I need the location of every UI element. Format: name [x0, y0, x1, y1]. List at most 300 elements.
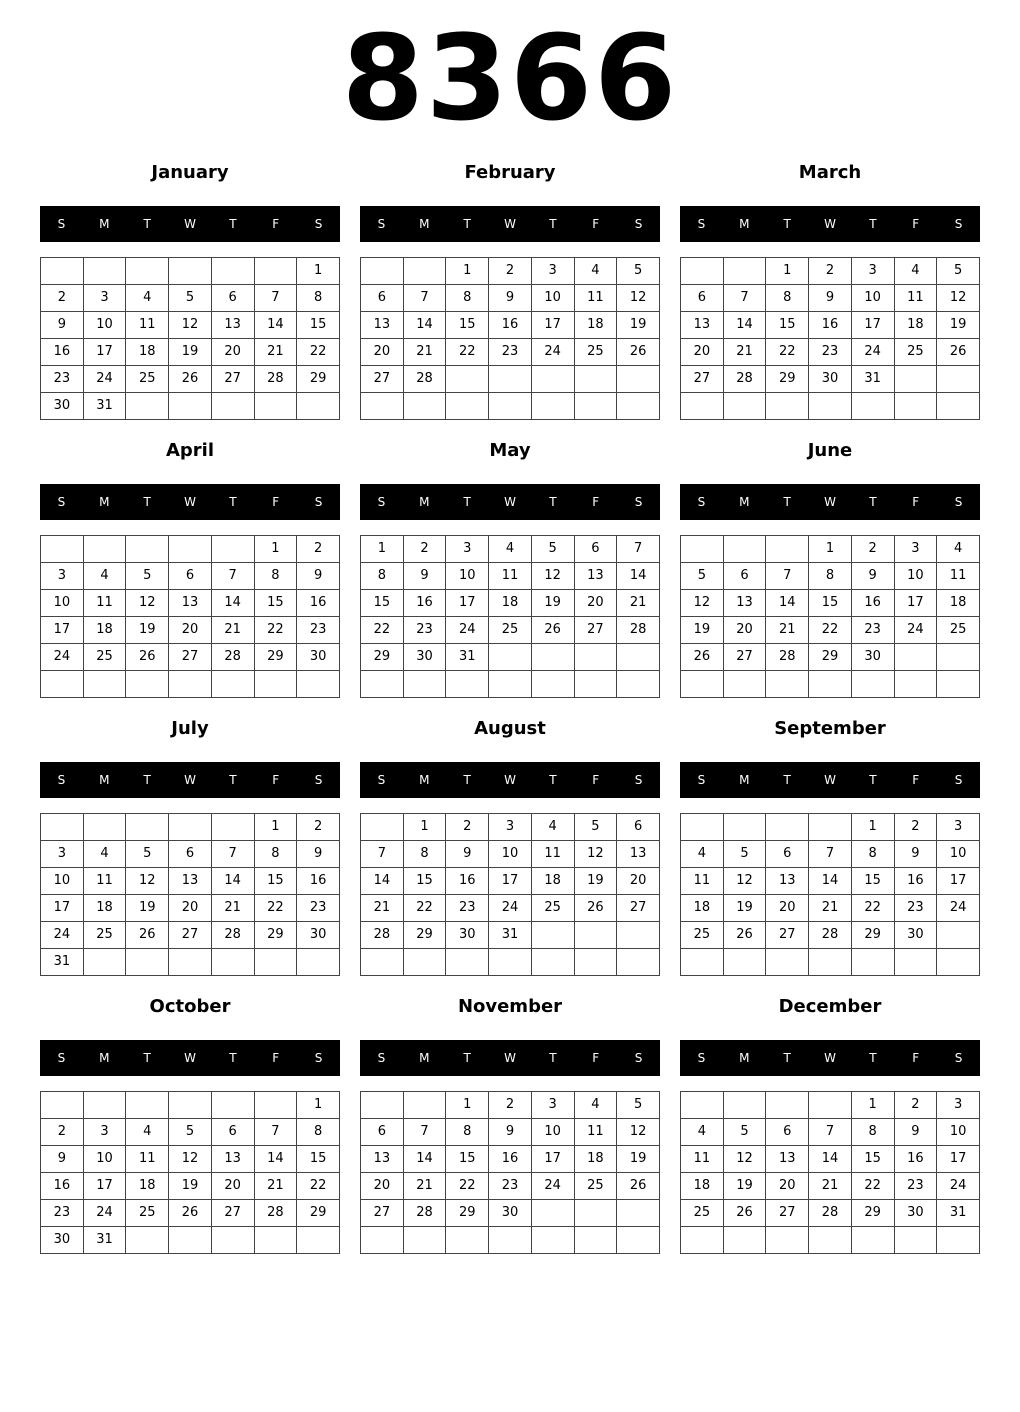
day-cell: 15: [361, 590, 404, 617]
day-cell: 27: [574, 617, 617, 644]
day-cell: [41, 671, 84, 698]
day-cell: 12: [937, 285, 980, 312]
day-cell: [937, 1227, 980, 1254]
day-cell: 26: [169, 1200, 212, 1227]
day-grid: [680, 257, 980, 420]
day-cell: 17: [83, 339, 126, 366]
day-cell: 25: [531, 895, 574, 922]
week-row: [681, 366, 980, 393]
day-cell: 25: [681, 922, 724, 949]
day-cell: 26: [723, 922, 766, 949]
weekday-label: S: [954, 217, 963, 231]
day-cell: [169, 1092, 212, 1119]
day-cell: 10: [41, 868, 84, 895]
day-cell: 21: [211, 895, 254, 922]
day-cell: 25: [574, 1173, 617, 1200]
week-row: [41, 841, 340, 868]
day-cell: 11: [126, 1146, 169, 1173]
day-cell: [211, 671, 254, 698]
week-row: [361, 1119, 660, 1146]
weekday-label: T: [549, 217, 557, 231]
week-row: [41, 258, 340, 285]
weekday-label: F: [272, 495, 280, 509]
day-cell: 18: [574, 312, 617, 339]
day-grid: [360, 813, 660, 976]
weekday-label: S: [57, 495, 66, 509]
weekday-label: M: [419, 217, 430, 231]
day-cell: 4: [126, 285, 169, 312]
day-cell: 29: [297, 1200, 340, 1227]
weekday-label: S: [634, 1051, 643, 1065]
day-cell: [361, 671, 404, 698]
day-cell: 12: [723, 868, 766, 895]
weekday-label: M: [739, 217, 750, 231]
day-cell: [211, 258, 254, 285]
day-cell: [681, 393, 724, 420]
day-cell: 4: [83, 563, 126, 590]
day-cell: 22: [446, 1173, 489, 1200]
day-cell: 22: [851, 895, 894, 922]
day-cell: 19: [531, 590, 574, 617]
day-cell: [937, 922, 980, 949]
week-row: [681, 312, 980, 339]
day-cell: 1: [766, 258, 809, 285]
day-cell: [254, 671, 297, 698]
day-cell: 21: [809, 895, 852, 922]
day-cell: [851, 393, 894, 420]
day-cell: 1: [361, 536, 404, 563]
day-cell: 8: [851, 1119, 894, 1146]
day-cell: 5: [169, 285, 212, 312]
day-cell: [574, 366, 617, 393]
day-cell: [723, 1092, 766, 1119]
day-cell: 19: [723, 1173, 766, 1200]
weekday-header: [360, 762, 660, 798]
week-row: [681, 563, 980, 590]
day-cell: [617, 922, 660, 949]
week-row: [361, 1092, 660, 1119]
day-cell: 16: [297, 590, 340, 617]
weekday-header: [360, 1040, 660, 1076]
week-row: [681, 617, 980, 644]
day-cell: [723, 814, 766, 841]
weekday-label: S: [57, 217, 66, 231]
day-cell: 13: [723, 590, 766, 617]
day-cell: 8: [297, 1119, 340, 1146]
week-row: [681, 1146, 980, 1173]
weekday-label: S: [954, 1051, 963, 1065]
day-cell: 26: [681, 644, 724, 671]
week-row: [41, 814, 340, 841]
week-row: [361, 895, 660, 922]
week-row: [41, 563, 340, 590]
day-cell: 15: [254, 868, 297, 895]
day-cell: 22: [297, 1173, 340, 1200]
week-row: [41, 339, 340, 366]
day-cell: 21: [254, 1173, 297, 1200]
day-cell: 9: [41, 312, 84, 339]
day-cell: [894, 393, 937, 420]
month-title: April: [165, 440, 215, 461]
day-cell: 9: [403, 563, 446, 590]
day-cell: [574, 1200, 617, 1227]
day-cell: 9: [809, 285, 852, 312]
day-cell: 23: [489, 1173, 532, 1200]
day-cell: 27: [766, 922, 809, 949]
day-cell: 29: [361, 644, 404, 671]
week-row: [681, 1119, 980, 1146]
day-cell: [723, 536, 766, 563]
day-cell: [809, 671, 852, 698]
day-grid: [360, 257, 660, 420]
day-cell: 2: [41, 1119, 84, 1146]
day-cell: 24: [937, 1173, 980, 1200]
day-cell: 13: [766, 1146, 809, 1173]
weekday-header: [40, 1040, 340, 1076]
week-row: [361, 536, 660, 563]
day-cell: 16: [41, 1173, 84, 1200]
day-cell: 13: [617, 841, 660, 868]
day-cell: 8: [254, 563, 297, 590]
day-cell: [297, 949, 340, 976]
day-cell: 27: [723, 644, 766, 671]
day-cell: [297, 671, 340, 698]
day-cell: [937, 671, 980, 698]
day-cell: [41, 1092, 84, 1119]
day-cell: 6: [766, 1119, 809, 1146]
day-cell: 16: [851, 590, 894, 617]
weekday-label: F: [592, 773, 600, 787]
day-cell: [723, 1227, 766, 1254]
day-cell: 1: [851, 814, 894, 841]
day-cell: 24: [531, 1173, 574, 1200]
week-row: [41, 1092, 340, 1119]
day-cell: [937, 644, 980, 671]
weekday-label: F: [912, 1051, 920, 1065]
day-cell: 3: [937, 814, 980, 841]
day-cell: 12: [723, 1146, 766, 1173]
week-row: [681, 949, 980, 976]
day-cell: 17: [446, 590, 489, 617]
day-cell: 31: [446, 644, 489, 671]
day-cell: [617, 949, 660, 976]
week-row: [361, 563, 660, 590]
weekday-label: T: [869, 217, 877, 231]
day-cell: 8: [446, 1119, 489, 1146]
day-cell: 10: [937, 1119, 980, 1146]
day-cell: 4: [894, 258, 937, 285]
day-cell: 23: [403, 617, 446, 644]
day-cell: 28: [617, 617, 660, 644]
day-cell: [489, 393, 532, 420]
week-row: [681, 258, 980, 285]
weekday-label: S: [697, 1051, 706, 1065]
weekday-label: S: [377, 495, 386, 509]
day-cell: 28: [403, 1200, 446, 1227]
day-cell: 18: [83, 617, 126, 644]
day-cell: 18: [83, 895, 126, 922]
day-cell: 2: [446, 814, 489, 841]
day-cell: 21: [723, 339, 766, 366]
day-cell: [403, 393, 446, 420]
week-row: [681, 339, 980, 366]
day-cell: 19: [169, 339, 212, 366]
day-cell: 12: [617, 285, 660, 312]
day-cell: 26: [126, 644, 169, 671]
day-cell: 1: [297, 258, 340, 285]
weekday-header: [680, 762, 980, 798]
day-cell: [681, 1092, 724, 1119]
week-row: [681, 868, 980, 895]
weekday-label: T: [463, 217, 471, 231]
day-cell: 30: [41, 393, 84, 420]
day-cell: 3: [446, 536, 489, 563]
weekday-label: F: [272, 1051, 280, 1065]
day-cell: [254, 258, 297, 285]
day-cell: 22: [809, 617, 852, 644]
day-cell: [894, 1227, 937, 1254]
day-cell: [169, 814, 212, 841]
day-cell: 30: [894, 1200, 937, 1227]
day-cell: 6: [766, 841, 809, 868]
day-cell: 27: [211, 1200, 254, 1227]
day-cell: [446, 1227, 489, 1254]
day-cell: [83, 671, 126, 698]
day-cell: 22: [851, 1173, 894, 1200]
day-cell: 8: [361, 563, 404, 590]
day-cell: 29: [809, 644, 852, 671]
day-cell: 26: [723, 1200, 766, 1227]
week-row: [361, 617, 660, 644]
weekday-label: T: [549, 1051, 557, 1065]
day-cell: [446, 393, 489, 420]
month-title: November: [457, 996, 563, 1017]
day-cell: [254, 1092, 297, 1119]
day-cell: 16: [894, 1146, 937, 1173]
week-row: [361, 339, 660, 366]
month-title: July: [171, 718, 209, 739]
day-cell: 4: [531, 814, 574, 841]
weekday-label: W: [504, 1051, 516, 1065]
day-cell: 26: [617, 339, 660, 366]
day-cell: 16: [297, 868, 340, 895]
day-cell: 11: [83, 590, 126, 617]
day-cell: 26: [126, 922, 169, 949]
day-cell: 25: [681, 1200, 724, 1227]
day-cell: 12: [126, 868, 169, 895]
day-cell: 20: [361, 1173, 404, 1200]
day-cell: 18: [126, 1173, 169, 1200]
day-cell: [681, 536, 724, 563]
week-row: [41, 285, 340, 312]
day-cell: 17: [531, 1146, 574, 1173]
day-cell: 21: [403, 339, 446, 366]
day-cell: [681, 814, 724, 841]
day-cell: 23: [489, 339, 532, 366]
day-cell: 18: [126, 339, 169, 366]
day-cell: 8: [766, 285, 809, 312]
day-cell: 14: [254, 1146, 297, 1173]
weekday-label: W: [824, 1051, 836, 1065]
day-cell: [403, 1092, 446, 1119]
day-cell: 24: [41, 644, 84, 671]
day-cell: 6: [211, 285, 254, 312]
day-cell: 6: [574, 536, 617, 563]
weekday-label: F: [592, 217, 600, 231]
day-cell: 13: [211, 1146, 254, 1173]
day-cell: [361, 258, 404, 285]
day-cell: 11: [574, 1119, 617, 1146]
day-cell: 2: [489, 258, 532, 285]
day-cell: 2: [297, 814, 340, 841]
day-cell: 5: [617, 1092, 660, 1119]
day-cell: 24: [489, 895, 532, 922]
weekday-label: S: [314, 1051, 323, 1065]
day-cell: 19: [617, 1146, 660, 1173]
day-cell: 21: [211, 617, 254, 644]
day-cell: 6: [169, 841, 212, 868]
week-row: [361, 644, 660, 671]
day-cell: 29: [254, 922, 297, 949]
day-cell: [211, 536, 254, 563]
day-cell: 11: [126, 312, 169, 339]
day-cell: 13: [681, 312, 724, 339]
day-cell: 27: [169, 644, 212, 671]
day-cell: [169, 258, 212, 285]
day-cell: [851, 949, 894, 976]
day-cell: 18: [574, 1146, 617, 1173]
day-cell: 25: [937, 617, 980, 644]
weekday-label: W: [184, 495, 196, 509]
day-cell: 18: [681, 1173, 724, 1200]
day-cell: 26: [531, 617, 574, 644]
day-cell: 13: [766, 868, 809, 895]
day-cell: 3: [531, 1092, 574, 1119]
day-cell: 25: [83, 644, 126, 671]
weekday-label: T: [783, 1051, 791, 1065]
day-cell: 29: [766, 366, 809, 393]
day-cell: [41, 814, 84, 841]
week-row: [41, 312, 340, 339]
weekday-label: W: [824, 217, 836, 231]
day-cell: 6: [211, 1119, 254, 1146]
week-row: [681, 644, 980, 671]
day-cell: 8: [254, 841, 297, 868]
day-grid: [360, 535, 660, 698]
day-cell: [531, 393, 574, 420]
weekday-label: F: [272, 217, 280, 231]
day-cell: 11: [937, 563, 980, 590]
day-cell: 1: [254, 536, 297, 563]
weekday-label: T: [549, 773, 557, 787]
week-row: [361, 1200, 660, 1227]
day-cell: [361, 949, 404, 976]
weekday-label: S: [954, 773, 963, 787]
weekday-label: M: [739, 1051, 750, 1065]
day-cell: 1: [446, 258, 489, 285]
day-grid: [40, 1091, 340, 1254]
weekday-label: M: [99, 217, 110, 231]
month-title: May: [489, 440, 531, 461]
day-cell: 25: [574, 339, 617, 366]
day-cell: [211, 393, 254, 420]
day-cell: 25: [894, 339, 937, 366]
week-row: [41, 671, 340, 698]
month-title: June: [807, 440, 853, 461]
day-cell: 7: [766, 563, 809, 590]
day-cell: 9: [894, 1119, 937, 1146]
day-cell: 9: [297, 841, 340, 868]
day-cell: 29: [851, 1200, 894, 1227]
day-cell: 7: [361, 841, 404, 868]
weekday-label: T: [549, 495, 557, 509]
weekday-label: F: [912, 773, 920, 787]
day-cell: [894, 366, 937, 393]
day-cell: 19: [169, 1173, 212, 1200]
week-row: [361, 1173, 660, 1200]
day-cell: [489, 366, 532, 393]
day-cell: 28: [211, 922, 254, 949]
day-cell: [126, 1227, 169, 1254]
week-row: [361, 258, 660, 285]
weekday-label: F: [592, 1051, 600, 1065]
day-cell: 28: [361, 922, 404, 949]
day-cell: 22: [361, 617, 404, 644]
weekday-label: T: [229, 495, 237, 509]
day-cell: 3: [83, 1119, 126, 1146]
week-row: [41, 590, 340, 617]
day-cell: [574, 644, 617, 671]
day-cell: 5: [723, 1119, 766, 1146]
day-cell: [403, 671, 446, 698]
day-cell: 21: [254, 339, 297, 366]
day-cell: [41, 536, 84, 563]
day-cell: 23: [297, 895, 340, 922]
day-cell: [766, 536, 809, 563]
day-cell: 28: [766, 644, 809, 671]
week-row: [41, 536, 340, 563]
day-cell: 5: [126, 563, 169, 590]
day-cell: 19: [617, 312, 660, 339]
day-cell: 20: [211, 1173, 254, 1200]
day-cell: 19: [937, 312, 980, 339]
day-cell: 30: [809, 366, 852, 393]
weekday-label: W: [504, 773, 516, 787]
weekday-label: M: [739, 495, 750, 509]
day-cell: [937, 393, 980, 420]
day-cell: 6: [681, 285, 724, 312]
day-cell: [211, 1227, 254, 1254]
weekday-header: [40, 206, 340, 242]
day-cell: 17: [531, 312, 574, 339]
weekday-label: M: [419, 1051, 430, 1065]
weekday-label: M: [739, 773, 750, 787]
weekday-label: F: [912, 217, 920, 231]
day-cell: 6: [361, 1119, 404, 1146]
weekday-label: F: [592, 495, 600, 509]
day-cell: 14: [766, 590, 809, 617]
day-cell: 28: [211, 644, 254, 671]
day-cell: [766, 393, 809, 420]
weekday-label: T: [229, 773, 237, 787]
day-cell: [894, 671, 937, 698]
day-cell: 31: [41, 949, 84, 976]
day-cell: 11: [489, 563, 532, 590]
day-cell: [169, 671, 212, 698]
day-cell: 30: [851, 644, 894, 671]
day-cell: [574, 922, 617, 949]
day-cell: 30: [403, 644, 446, 671]
